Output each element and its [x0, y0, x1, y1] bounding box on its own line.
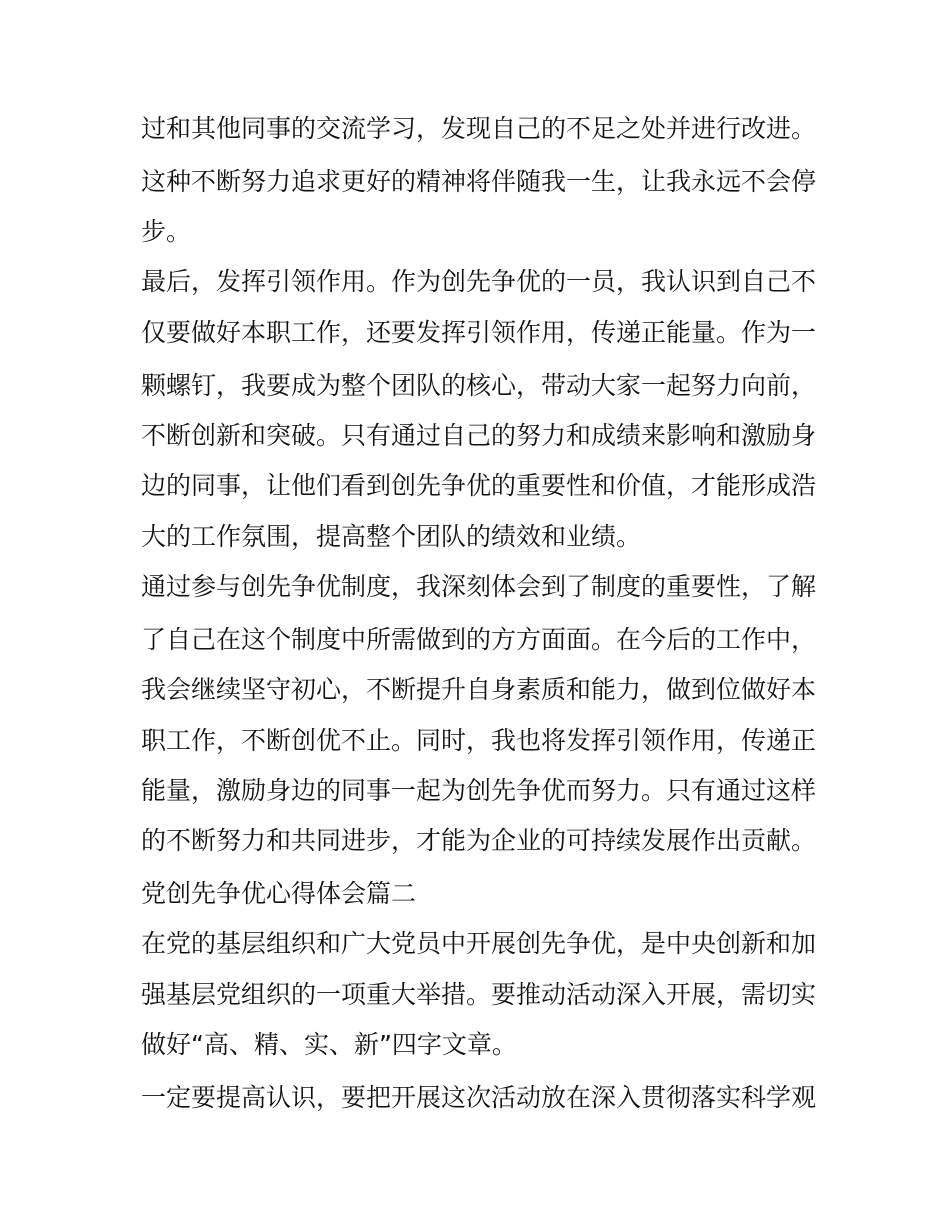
text-line: 大的工作氛围，提高整个团队的绩效和业绩。: [141, 522, 642, 551]
section-heading: 党创先争优心得体会篇二: [141, 879, 417, 908]
text-line: 我会继续坚守初心，不断提升自身素质和能力，做到位做好本: [141, 675, 817, 704]
text-line: 这种不断努力追求更好的精神将伴随我一生，让我永远不会停: [141, 167, 817, 196]
text-line: 最后，发挥引领作用。作为创先争优的一员，我认识到自己不: [141, 267, 817, 296]
text-line: 在党的基层组织和广大党员中开展创先争优，是中央创新和加: [141, 929, 817, 958]
text-line: 通过参与创先争优制度，我深刻体会到了制度的重要性，了解: [141, 572, 817, 601]
text-line: 强基层党组织的一项重大举措。要推动活动深入开展，需切实: [141, 980, 817, 1009]
text-line: 边的同事，让他们看到创先争优的重要性和价值，才能形成浩: [141, 471, 817, 500]
text-line: 不断创新和突破。只有通过自己的努力和成绩来影响和激励身: [141, 421, 817, 450]
text-line: 能量，激励身边的同事一起为创先争优而努力。只有通过这样: [141, 776, 817, 805]
text-line: 一定要提高认识，要把开展这次活动放在深入贯彻落实科学观: [141, 1083, 817, 1112]
text-line: 职工作，不断创优不止。同时，我也将发挥引领作用，传递正: [141, 726, 817, 755]
text-line: 过和其他同事的交流学习，发现自己的不足之处并进行改进。: [141, 114, 817, 143]
text-line: 了自己在这个制度中所需做到的方方面面。在今后的工作中，: [141, 625, 817, 654]
text-line: 做好“高、精、实、新”四字文章。: [141, 1030, 517, 1059]
text-line: 步。: [141, 217, 192, 246]
text-line: 颗螺钉，我要成为整个团队的核心，带动大家一起努力向前，: [141, 371, 817, 400]
text-line: 的不断努力和共同进步，才能为企业的可持续发展作出贡献。: [141, 826, 817, 855]
text-line: 仅要做好本职工作，还要发挥引领作用，传递正能量。作为一: [141, 318, 817, 347]
